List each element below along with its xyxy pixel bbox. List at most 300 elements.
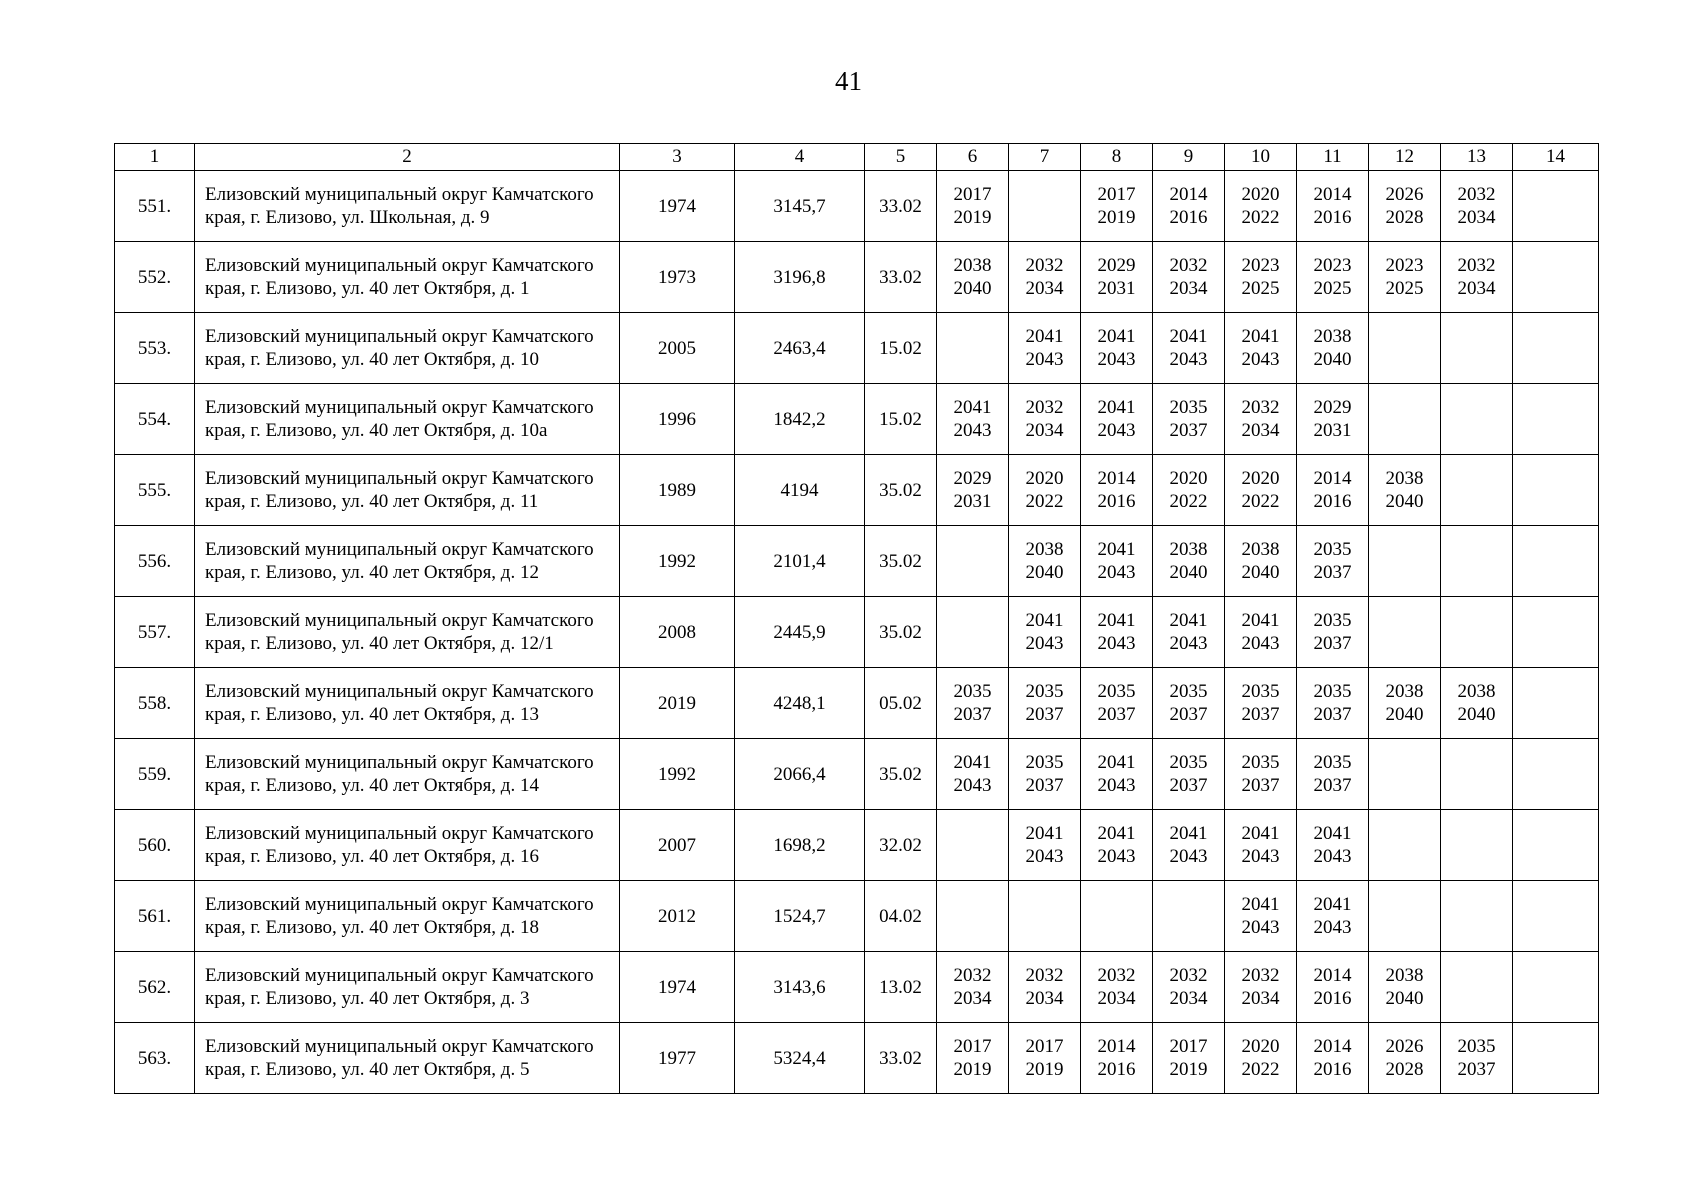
period-cell-10 [1225, 881, 1297, 952]
code-cell: 33.02 [865, 242, 937, 313]
period-cell-6 [937, 597, 1009, 668]
period-cell-10 [1225, 526, 1297, 597]
period-cell-13 [1441, 668, 1513, 739]
period-cell-13 [1441, 455, 1513, 526]
period-cell-7 [1009, 242, 1081, 313]
period-year: 2032 [1025, 397, 1064, 418]
period-cell-9 [1153, 526, 1225, 597]
period-year: 2035 [953, 681, 992, 702]
period-cell-13 [1441, 1023, 1513, 1094]
period-cell-13 [1441, 881, 1513, 952]
period-year: 2043 [1169, 846, 1208, 867]
period-cell-9 [1153, 455, 1225, 526]
period-year: 2029 [1097, 255, 1136, 276]
area-cell: 3196,8 [735, 242, 865, 313]
code-cell: 04.02 [865, 881, 937, 952]
row-number-cell: 553. [115, 313, 195, 384]
period-cell-8 [1081, 739, 1153, 810]
period-year: 2038 [1169, 539, 1208, 560]
period-cell-12 [1369, 242, 1441, 313]
period-year: 2034 [1241, 420, 1280, 441]
period-year: 2041 [1313, 823, 1352, 844]
period-cell-6 [937, 668, 1009, 739]
address-cell: Елизовский муниципальный округ Камчатского края, г. Елизово, ул. 40 лет Октября, д. 10 [195, 313, 620, 384]
period-year: 2040 [1385, 988, 1424, 1009]
period-year: 2038 [953, 255, 992, 276]
period-year: 2041 [953, 397, 992, 418]
period-year: 2032 [1169, 965, 1208, 986]
period-cell-7 [1009, 1023, 1081, 1094]
period-year: 2032 [1241, 965, 1280, 986]
period-year: 2043 [1097, 633, 1136, 654]
period-cell-11 [1297, 739, 1369, 810]
period-year: 2034 [953, 988, 992, 1009]
period-cell-7 [1009, 810, 1081, 881]
address-cell: Елизовский муниципальный округ Камчатского края, г. Елизово, ул. 40 лет Октября, д. 12 [195, 526, 620, 597]
period-year: 2029 [1313, 397, 1352, 418]
period-year: 2041 [1241, 610, 1280, 631]
period-year: 2026 [1385, 184, 1424, 205]
period-year: 2028 [1385, 207, 1424, 228]
period-cell-10 [1225, 384, 1297, 455]
period-cell-12 [1369, 810, 1441, 881]
period-year: 2016 [1169, 207, 1208, 228]
period-year: 2037 [1313, 562, 1352, 583]
period-year: 2016 [1313, 1059, 1352, 1080]
period-year: 2041 [953, 752, 992, 773]
period-cell-8 [1081, 455, 1153, 526]
column-header: 14 [1513, 144, 1599, 171]
period-year: 2035 [1457, 1036, 1496, 1057]
period-year: 2040 [953, 278, 992, 299]
build-year-cell: 1977 [620, 1023, 735, 1094]
period-year: 2028 [1385, 1059, 1424, 1080]
build-year-cell: 2019 [620, 668, 735, 739]
table-row [115, 668, 1599, 739]
period-year: 2025 [1385, 278, 1424, 299]
row-number-cell: 555. [115, 455, 195, 526]
period-cell-7 [1009, 384, 1081, 455]
period-cell-11 [1297, 881, 1369, 952]
period-year: 2019 [1169, 1059, 1208, 1080]
period-year: 2041 [1169, 610, 1208, 631]
column-header: 11 [1297, 144, 1369, 171]
period-year: 2040 [1313, 349, 1352, 370]
period-cell-7 [1009, 597, 1081, 668]
period-year: 2040 [1385, 704, 1424, 725]
area-cell: 4248,1 [735, 668, 865, 739]
build-year-cell: 1974 [620, 952, 735, 1023]
period-year: 2017 [1097, 184, 1136, 205]
period-year: 2037 [953, 704, 992, 725]
code-cell: 32.02 [865, 810, 937, 881]
period-cell-14 [1513, 384, 1599, 455]
period-year: 2022 [1169, 491, 1208, 512]
period-year: 2022 [1241, 1059, 1280, 1080]
period-cell-9 [1153, 313, 1225, 384]
period-year: 2035 [1097, 681, 1136, 702]
table-row [115, 455, 1599, 526]
period-year: 2014 [1097, 468, 1136, 489]
period-cell-12 [1369, 952, 1441, 1023]
address-cell: Елизовский муниципальный округ Камчатского края, г. Елизово, ул. 40 лет Октября, д. 3 [195, 952, 620, 1023]
column-header: 3 [620, 144, 735, 171]
period-cell-7 [1009, 171, 1081, 242]
build-year-cell: 1989 [620, 455, 735, 526]
table-row [115, 1023, 1599, 1094]
period-year: 2035 [1169, 681, 1208, 702]
build-year-cell: 1973 [620, 242, 735, 313]
period-year: 2043 [1241, 349, 1280, 370]
period-year: 2031 [953, 491, 992, 512]
period-year: 2019 [953, 1059, 992, 1080]
period-cell-11 [1297, 952, 1369, 1023]
period-year: 2031 [1313, 420, 1352, 441]
period-year: 2032 [1457, 255, 1496, 276]
period-cell-6 [937, 1023, 1009, 1094]
area-cell: 2445,9 [735, 597, 865, 668]
period-cell-13 [1441, 242, 1513, 313]
address-cell: Елизовский муниципальный округ Камчатского края, г. Елизово, ул. 40 лет Октября, д. 18 [195, 881, 620, 952]
period-year: 2037 [1313, 775, 1352, 796]
period-year: 2035 [1025, 752, 1064, 773]
period-cell-11 [1297, 810, 1369, 881]
period-cell-9 [1153, 384, 1225, 455]
period-year: 2043 [1241, 846, 1280, 867]
row-number-cell: 552. [115, 242, 195, 313]
period-year: 2037 [1313, 704, 1352, 725]
period-cell-14 [1513, 313, 1599, 384]
address-cell: Елизовский муниципальный округ Камчатского края, г. Елизово, ул. 40 лет Октября, д. 12/1 [195, 597, 620, 668]
period-year: 2037 [1457, 1059, 1496, 1080]
period-year: 2038 [1025, 539, 1064, 560]
period-year: 2043 [953, 420, 992, 441]
period-year: 2020 [1169, 468, 1208, 489]
period-year: 2041 [1097, 539, 1136, 560]
column-header: 2 [195, 144, 620, 171]
period-cell-13 [1441, 952, 1513, 1023]
period-year: 2037 [1241, 704, 1280, 725]
period-cell-14 [1513, 242, 1599, 313]
period-cell-9 [1153, 1023, 1225, 1094]
period-year: 2043 [1025, 633, 1064, 654]
period-cell-7 [1009, 739, 1081, 810]
area-cell: 5324,4 [735, 1023, 865, 1094]
period-cell-12 [1369, 597, 1441, 668]
period-year: 2022 [1241, 207, 1280, 228]
period-cell-14 [1513, 952, 1599, 1023]
period-year: 2017 [1169, 1036, 1208, 1057]
area-cell: 3143,6 [735, 952, 865, 1023]
table-row [115, 313, 1599, 384]
period-year: 2016 [1313, 491, 1352, 512]
period-year: 2035 [1169, 397, 1208, 418]
period-year: 2043 [1097, 420, 1136, 441]
address-cell: Елизовский муниципальный округ Камчатского края, г. Елизово, ул. 40 лет Октября, д. 10а [195, 384, 620, 455]
period-cell-14 [1513, 810, 1599, 881]
table-row [115, 384, 1599, 455]
period-cell-12 [1369, 455, 1441, 526]
period-cell-12 [1369, 881, 1441, 952]
table-row [115, 171, 1599, 242]
period-year: 2038 [1385, 965, 1424, 986]
period-cell-11 [1297, 668, 1369, 739]
period-cell-11 [1297, 455, 1369, 526]
period-cell-9 [1153, 952, 1225, 1023]
build-year-cell: 2012 [620, 881, 735, 952]
period-cell-10 [1225, 455, 1297, 526]
row-number-cell: 560. [115, 810, 195, 881]
period-cell-10 [1225, 242, 1297, 313]
period-year: 2034 [1169, 278, 1208, 299]
period-year: 2038 [1313, 326, 1352, 347]
period-year: 2023 [1241, 255, 1280, 276]
period-cell-14 [1513, 739, 1599, 810]
period-year: 2014 [1313, 965, 1352, 986]
code-cell: 35.02 [865, 526, 937, 597]
table-row [115, 881, 1599, 952]
period-year: 2038 [1385, 468, 1424, 489]
period-year: 2035 [1241, 752, 1280, 773]
period-cell-6 [937, 810, 1009, 881]
area-cell: 2066,4 [735, 739, 865, 810]
column-header: 7 [1009, 144, 1081, 171]
period-year: 2034 [1025, 988, 1064, 1009]
period-year: 2020 [1025, 468, 1064, 489]
period-year: 2014 [1169, 184, 1208, 205]
build-year-cell: 1974 [620, 171, 735, 242]
row-number-cell: 563. [115, 1023, 195, 1094]
period-cell-6 [937, 739, 1009, 810]
period-year: 2041 [1241, 326, 1280, 347]
build-year-cell: 2008 [620, 597, 735, 668]
period-year: 2040 [1241, 562, 1280, 583]
period-cell-13 [1441, 171, 1513, 242]
period-year: 2032 [1169, 255, 1208, 276]
build-year-cell: 1992 [620, 739, 735, 810]
period-cell-11 [1297, 313, 1369, 384]
period-cell-8 [1081, 668, 1153, 739]
period-year: 2037 [1097, 704, 1136, 725]
period-cell-10 [1225, 171, 1297, 242]
period-cell-8 [1081, 952, 1153, 1023]
period-year: 2032 [953, 965, 992, 986]
area-cell: 3145,7 [735, 171, 865, 242]
period-cell-8 [1081, 881, 1153, 952]
period-year: 2014 [1313, 468, 1352, 489]
period-cell-10 [1225, 810, 1297, 881]
period-cell-9 [1153, 668, 1225, 739]
area-cell: 1524,7 [735, 881, 865, 952]
column-header: 8 [1081, 144, 1153, 171]
period-year: 2034 [1097, 988, 1136, 1009]
period-cell-8 [1081, 810, 1153, 881]
period-cell-12 [1369, 739, 1441, 810]
period-cell-7 [1009, 952, 1081, 1023]
code-cell: 35.02 [865, 597, 937, 668]
period-cell-13 [1441, 597, 1513, 668]
period-year: 2034 [1025, 420, 1064, 441]
period-year: 2040 [1457, 704, 1496, 725]
period-year: 2016 [1097, 491, 1136, 512]
period-cell-11 [1297, 242, 1369, 313]
period-year: 2023 [1313, 255, 1352, 276]
column-header: 12 [1369, 144, 1441, 171]
area-cell: 1842,2 [735, 384, 865, 455]
period-cell-14 [1513, 526, 1599, 597]
period-year: 2037 [1169, 420, 1208, 441]
period-cell-11 [1297, 384, 1369, 455]
period-year: 2043 [1097, 562, 1136, 583]
period-cell-10 [1225, 952, 1297, 1023]
period-cell-8 [1081, 242, 1153, 313]
period-year: 2043 [1097, 349, 1136, 370]
period-cell-10 [1225, 739, 1297, 810]
row-number-cell: 556. [115, 526, 195, 597]
address-cell: Елизовский муниципальный округ Камчатского края, г. Елизово, ул. 40 лет Октября, д. 16 [195, 810, 620, 881]
area-cell: 1698,2 [735, 810, 865, 881]
build-year-cell: 1992 [620, 526, 735, 597]
period-cell-12 [1369, 668, 1441, 739]
period-year: 2040 [1385, 491, 1424, 512]
period-cell-7 [1009, 881, 1081, 952]
period-year: 2035 [1313, 681, 1352, 702]
address-cell: Елизовский муниципальный округ Камчатского края, г. Елизово, ул. 40 лет Октября, д. 14 [195, 739, 620, 810]
period-year: 2040 [1025, 562, 1064, 583]
period-cell-13 [1441, 313, 1513, 384]
period-year: 2020 [1241, 468, 1280, 489]
row-number-cell: 559. [115, 739, 195, 810]
period-year: 2041 [1025, 326, 1064, 347]
period-year: 2043 [953, 775, 992, 796]
row-number-cell: 551. [115, 171, 195, 242]
period-cell-8 [1081, 171, 1153, 242]
code-cell: 33.02 [865, 1023, 937, 1094]
period-year: 2022 [1025, 491, 1064, 512]
period-cell-10 [1225, 313, 1297, 384]
row-number-cell: 561. [115, 881, 195, 952]
period-cell-7 [1009, 668, 1081, 739]
period-cell-13 [1441, 810, 1513, 881]
period-year: 2014 [1097, 1036, 1136, 1057]
period-cell-9 [1153, 881, 1225, 952]
housing-table [114, 143, 1599, 1094]
period-year: 2034 [1169, 988, 1208, 1009]
address-cell: Елизовский муниципальный округ Камчатского края, г. Елизово, ул. 40 лет Октября, д. 1 [195, 242, 620, 313]
table-row [115, 597, 1599, 668]
table-row [115, 952, 1599, 1023]
period-cell-14 [1513, 881, 1599, 952]
period-year: 2041 [1097, 610, 1136, 631]
period-year: 2032 [1457, 184, 1496, 205]
table-row [115, 810, 1599, 881]
period-cell-12 [1369, 313, 1441, 384]
period-cell-12 [1369, 526, 1441, 597]
period-year: 2037 [1241, 775, 1280, 796]
period-year: 2034 [1241, 988, 1280, 1009]
code-cell: 15.02 [865, 313, 937, 384]
period-year: 2043 [1097, 846, 1136, 867]
period-cell-13 [1441, 384, 1513, 455]
period-year: 2043 [1313, 917, 1352, 938]
row-number-cell: 554. [115, 384, 195, 455]
period-cell-8 [1081, 526, 1153, 597]
period-year: 2035 [1169, 752, 1208, 773]
period-cell-6 [937, 313, 1009, 384]
period-year: 2037 [1169, 704, 1208, 725]
period-year: 2032 [1241, 397, 1280, 418]
period-year: 2041 [1097, 397, 1136, 418]
period-cell-8 [1081, 384, 1153, 455]
period-year: 2022 [1241, 491, 1280, 512]
period-year: 2020 [1241, 1036, 1280, 1057]
period-year: 2041 [1097, 752, 1136, 773]
row-number-cell: 558. [115, 668, 195, 739]
period-cell-6 [937, 526, 1009, 597]
period-cell-14 [1513, 1023, 1599, 1094]
period-cell-6 [937, 881, 1009, 952]
period-cell-8 [1081, 1023, 1153, 1094]
period-cell-6 [937, 242, 1009, 313]
period-cell-6 [937, 384, 1009, 455]
period-year: 2025 [1241, 278, 1280, 299]
period-cell-9 [1153, 242, 1225, 313]
period-year: 2041 [1169, 326, 1208, 347]
address-cell: Елизовский муниципальный округ Камчатского края, г. Елизово, ул. Школьная, д. 9 [195, 171, 620, 242]
period-cell-9 [1153, 171, 1225, 242]
period-cell-14 [1513, 171, 1599, 242]
period-year: 2041 [1313, 894, 1352, 915]
period-cell-6 [937, 952, 1009, 1023]
period-cell-9 [1153, 597, 1225, 668]
period-year: 2025 [1313, 278, 1352, 299]
column-header: 9 [1153, 144, 1225, 171]
period-cell-13 [1441, 739, 1513, 810]
page-number: 41 [835, 66, 862, 96]
period-cell-11 [1297, 171, 1369, 242]
address-cell: Елизовский муниципальный округ Камчатского края, г. Елизово, ул. 40 лет Октября, д. 11 [195, 455, 620, 526]
period-year: 2031 [1097, 278, 1136, 299]
table-row [115, 242, 1599, 313]
period-cell-10 [1225, 597, 1297, 668]
period-year: 2014 [1313, 184, 1352, 205]
period-year: 2016 [1313, 988, 1352, 1009]
table-row [115, 739, 1599, 810]
period-year: 2026 [1385, 1036, 1424, 1057]
period-year: 2014 [1313, 1036, 1352, 1057]
period-year: 2035 [1313, 539, 1352, 560]
period-year: 2035 [1313, 610, 1352, 631]
area-cell: 4194 [735, 455, 865, 526]
code-cell: 13.02 [865, 952, 937, 1023]
period-year: 2037 [1313, 633, 1352, 654]
period-year: 2041 [1097, 823, 1136, 844]
period-cell-13 [1441, 526, 1513, 597]
period-year: 2040 [1169, 562, 1208, 583]
period-cell-7 [1009, 455, 1081, 526]
period-cell-10 [1225, 1023, 1297, 1094]
period-year: 2019 [953, 207, 992, 228]
row-number-cell: 557. [115, 597, 195, 668]
period-cell-6 [937, 171, 1009, 242]
period-cell-6 [937, 455, 1009, 526]
period-year: 2041 [1169, 823, 1208, 844]
period-year: 2038 [1457, 681, 1496, 702]
period-cell-7 [1009, 526, 1081, 597]
period-year: 2038 [1385, 681, 1424, 702]
period-year: 2041 [1025, 823, 1064, 844]
period-year: 2034 [1457, 278, 1496, 299]
